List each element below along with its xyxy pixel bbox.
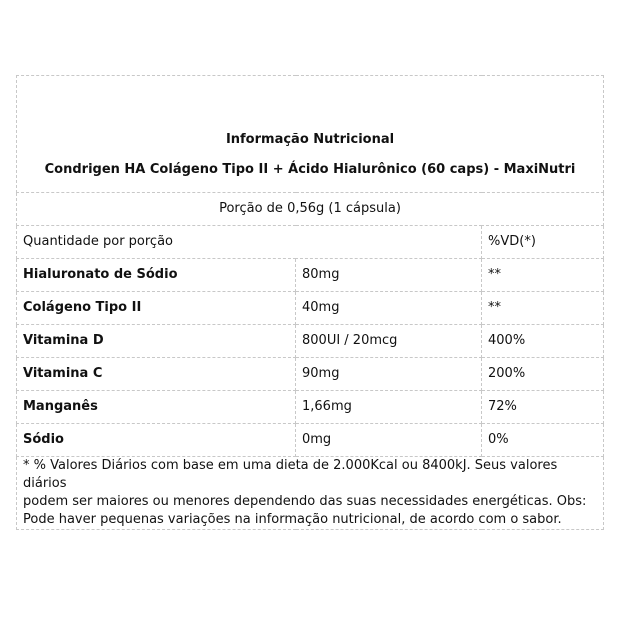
table-row xyxy=(17,259,604,292)
header-row xyxy=(17,226,604,259)
footnote-line: Pode haver pequenas variações na informação nutricional, de acordo com o sabor. xyxy=(23,512,562,527)
nutrient-name: Hialuronato de Sódio xyxy=(17,259,296,292)
table-row xyxy=(17,292,604,325)
nutrition-table xyxy=(16,75,604,530)
table-row xyxy=(17,325,604,358)
nutrient-amount: 800UI / 20mcg xyxy=(296,325,482,358)
nutrient-amount: 40mg xyxy=(296,292,482,325)
footnote-row xyxy=(17,457,604,530)
nutrient-name: Colágeno Tipo II xyxy=(17,292,296,325)
product-name: Condrigen HA Colágeno Tipo II + Ácido Hialurônico (60 caps) - MaxiNutri xyxy=(44,162,576,177)
nutrient-amount: 1,66mg xyxy=(296,391,482,424)
nutrition-facts-panel xyxy=(16,75,603,530)
footnote-line: podem ser maiores ou menores dependendo das suas necessidades energéticas. Obs: xyxy=(23,494,587,509)
nutrient-daily-value: 72% xyxy=(482,391,604,424)
portion-size: Porção de 0,56g (1 cápsula) xyxy=(17,193,604,226)
nutrient-amount: 90mg xyxy=(296,358,482,391)
footnote xyxy=(17,457,604,530)
nutrient-daily-value: ** xyxy=(482,292,604,325)
nutrient-name: Vitamina C xyxy=(17,358,296,391)
nutrient-daily-value: 400% xyxy=(482,325,604,358)
nutrient-daily-value: 0% xyxy=(482,424,604,457)
nutrient-name: Sódio xyxy=(17,424,296,457)
quantity-per-portion-header: Quantidade por porção xyxy=(17,226,482,259)
nutrient-name: Vitamina D xyxy=(17,325,296,358)
nutrient-amount: 80mg xyxy=(296,259,482,292)
nutrient-daily-value: 200% xyxy=(482,358,604,391)
title-cell xyxy=(17,76,604,193)
nutrient-amount: 0mg xyxy=(296,424,482,457)
footnote-line: * % Valores Diários com base em uma dieta de 2.000Kcal ou 8400kJ. Seus valores diários xyxy=(23,458,558,491)
table-title: Informação Nutricional xyxy=(225,132,395,147)
title-row xyxy=(17,76,604,193)
daily-value-header: %VD(*) xyxy=(482,226,604,259)
table-row xyxy=(17,358,604,391)
nutrient-daily-value: ** xyxy=(482,259,604,292)
portion-row xyxy=(17,193,604,226)
nutrient-name: Manganês xyxy=(17,391,296,424)
table-row xyxy=(17,424,604,457)
table-row xyxy=(17,391,604,424)
